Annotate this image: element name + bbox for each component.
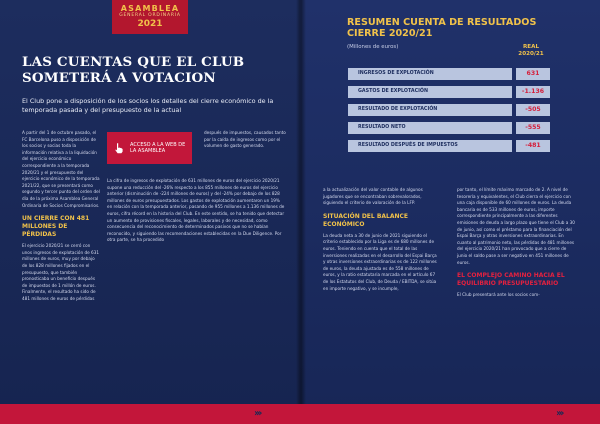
column-1-paragraph-2: El ejercicio 2020/21 se cerró con unos ingresos de explotación de 631 millones de euros, muy por debajo de los 828 millones fijados en el presupuesto, que también pronosticaba un beneficio después de impuestos de 1 millón de euros. Finalmente, el resultado ha sido de 481 millones de euros de pérdidas xyxy=(22,243,100,301)
results-table-row xyxy=(348,140,550,152)
masthead-line1: ASAMBLEA xyxy=(120,4,180,13)
chevron-right-icon: ››› xyxy=(254,408,261,419)
results-table-row xyxy=(348,86,550,98)
column-4 xyxy=(457,187,575,303)
column-1 xyxy=(22,130,100,306)
column-2-paragraph-1: La cifra de ingresos de explotación de 631 millones de euros del ejercicio 2020/21 supone una reducción del -26% respecto a los 855 millones de euros del ejercicio anterior (disminución de -224 millones de euros) y del -24% por debajo de los 828 millones de euros presupuestados. Los gastos de explotación aumentaron un 19% en relación con la temporada anterior, pasando de 955 millones a 1.136 millones de euros, cifra récord en la historia del Club. En este sentido, se ha tenido que detectar un aumento de provisiones fiscales, legales, laborales y de necesidad, como consecuencia del reconocimiento de determinados pasivos que no se habían reconocido, y siguiendo las recomendaciones establecidas en la Due Diligence. Por otra parte, se ha procedido xyxy=(107,178,285,243)
column-3 xyxy=(323,187,437,296)
column-3-paragraph-2: La deuda neta a 30 de junio de 2021 siguiendo el criterio establecido por la Liga es de 680 millones de euros. Teniendo en cuenta que el total de las inversiones realizadas en el desarrollo del Espai Barça y otras inversiones extraordinarias es de 122 millones de euros, la deuda ajustada es de 558 millones de euros, y la ratio estatutaria marcada en el artículo 67 de los Estatutos del Club, de Deuda / EBITDA, se sitúa en importe negativo, y se incumple, xyxy=(323,232,437,291)
footer-bar xyxy=(0,404,600,424)
subheading-equilibrio: EL COMPLEJO CAMINO HACIA EL EQUILIBRIO PRESUPUESTARIO xyxy=(457,272,565,288)
column-1-paragraph-1: A partir del 1 de octubre pasado, el FC Barcelona puso a disposición de los socios y socias toda la información relativa a la liquidación del ejercicio económico correspondiente a la temporada 2020/21 y el presupuesto del ejercicio económico de la temporada 2021/22, que se presentará como segundo y tercer punto del orden del día de la próxima Asamblea General Ordinaria de Socios Compromisarios. xyxy=(22,130,100,208)
column-4-paragraph-2: El Club presentará ante los socios com- xyxy=(457,292,540,298)
row-label: RESULTADO DESPUÉS DE IMPUESTOS xyxy=(348,140,512,152)
page-gutter xyxy=(296,0,306,424)
pointer-hand-icon xyxy=(113,142,125,154)
subheading-cierre: UN CIERRE CON 481 MILLONES DE PÉRDIDAS xyxy=(22,215,90,239)
results-table-unit: (Millones de euros) xyxy=(347,44,399,50)
assembly-web-link-label: ACCESO A LA WEB DE LA ASAMBLEA xyxy=(130,141,186,154)
results-table-row xyxy=(348,68,550,80)
chevron-right-icon: ››› xyxy=(556,408,563,419)
row-label: RESULTADO DE EXPLOTACIÓN xyxy=(348,104,512,116)
row-label: RESULTADO NETO xyxy=(348,122,512,134)
results-table-row xyxy=(348,122,550,134)
row-value: -481 xyxy=(516,140,550,152)
row-value: -555 xyxy=(516,122,550,134)
assembly-masthead xyxy=(112,0,188,34)
assembly-web-link[interactable] xyxy=(107,132,192,164)
results-table-title: RESUMEN CUENTA DE RESULTADOS CIERRE 2020/21 xyxy=(347,17,537,39)
results-table-column-header: REAL 2020/21 xyxy=(518,44,544,57)
article-lead: El Club pone a disposición de los socios los detalles del cierre económico de la temporada pasada y del presupuesto de la actual xyxy=(22,97,274,114)
masthead-year: 2021 xyxy=(137,19,163,29)
results-table-row xyxy=(348,104,550,116)
row-value: -505 xyxy=(516,104,550,116)
article-title: LAS CUENTAS QUE EL CLUB SOMETERÁ A VOTACION xyxy=(22,54,245,86)
masthead-line2: GENERAL ORDINARIA xyxy=(119,13,181,18)
subheading-balance: SITUACIÓN DEL BALANCE ECONÓMICO xyxy=(323,212,409,228)
column-4-paragraph-1: por tanto, el límite máximo marcado de 2. A nivel de tesorería y equivalentes, el Club cierra el ejercicio con una caja disponible de 60 millones de euros. La deuda bancaria es de 533 millones de euros, importe correspondiente principalmente a las diferentes emisiones de deuda a largo plazo que tiene el Club a 30 de junio, así como el préstamo para la financiación del Espai Barça y otras inversiones extraordinarias. En cuanto al patrimonio neto, las pérdidas de 481 millones del ejercicio 2020/21 han provocado que a cierre de junio el saldo pase a ser negativo en 451 millones de euros. xyxy=(457,187,575,265)
column-2 xyxy=(107,178,286,248)
row-label: INGRESOS DE EXPLOTACIÓN xyxy=(348,68,512,80)
column-3-paragraph-1: a la actualización del valor contable de algunos jugadores que se encontraban sobrevalorados, siguiendo el criterio de valoración de la LFP. xyxy=(323,187,423,206)
column-2-paragraph-top: después de impuestos, causados tanto por la caída de ingresos como por el volumen de gasto generado. xyxy=(204,130,286,149)
row-value: 631 xyxy=(516,68,550,80)
row-label: GASTOS DE EXPLOTACIÓN xyxy=(348,86,512,98)
row-value: -1.136 xyxy=(516,86,550,98)
column-2-top xyxy=(204,130,286,154)
